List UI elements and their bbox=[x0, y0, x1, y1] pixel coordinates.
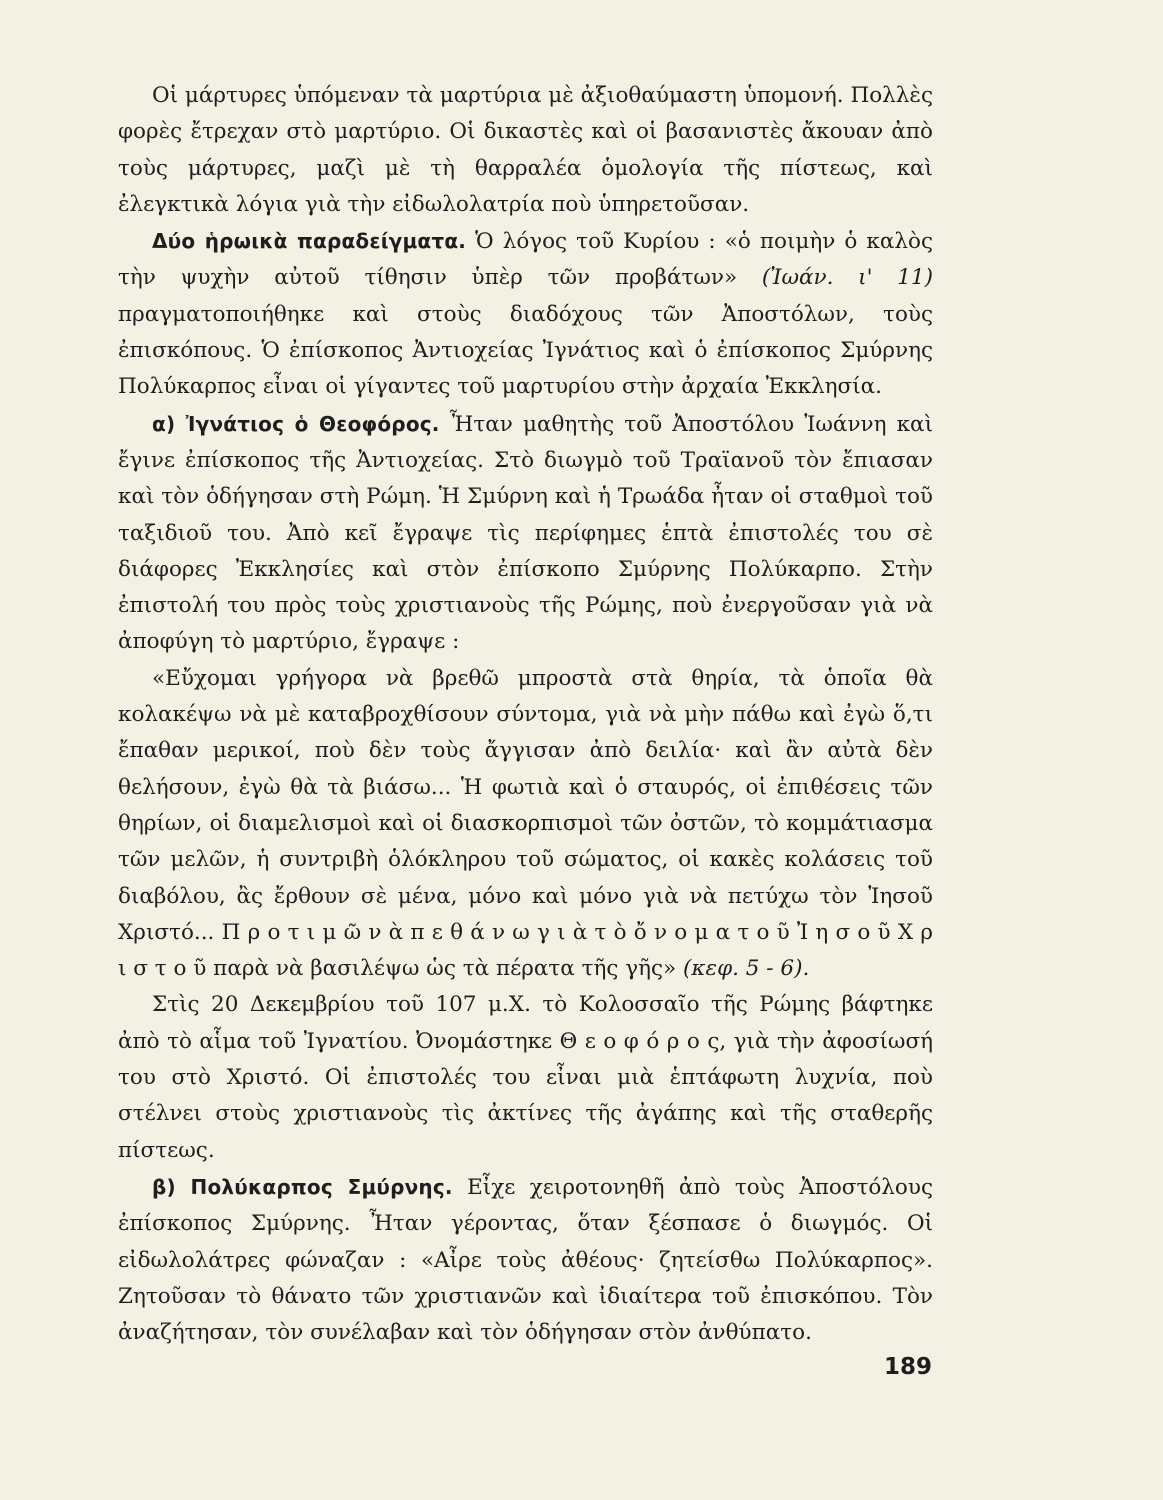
section-heading-heroic-examples: Δύο ἡρωικὰ παραδείγματα. bbox=[152, 229, 467, 254]
paragraph-ignatius-martyrdom bbox=[118, 987, 933, 1168]
paragraph-polycarp bbox=[118, 1169, 933, 1351]
page-number: 189 bbox=[884, 1354, 933, 1380]
page-body bbox=[118, 78, 933, 1351]
section-heading-polycarp: β) Πολύκαρπος Σμύρνης. bbox=[152, 1174, 453, 1199]
paragraph-heroic-examples-text-a: Ὁ λόγος τοῦ Κυρίου : «ὁ ποιμὴν ὁ καλὸς τὴν ψυχὴν αὐτοῦ τίθησιν ὑπὲρ τῶν προβάτων» bbox=[118, 229, 933, 291]
quote-text: «Εὔχομαι γρήγορα νὰ βρεθῶ μπροστὰ στὰ θηρία, τὰ ὁποῖα θὰ κολακέψω νὰ μὲ καταβροχθίσουν σύντομα, γιὰ νὰ μὴν πάθω καὶ ἐγὼ ὅ,τι ἔπαθαν μερικοί, ποὺ δὲν τοὺς ἄγγισαν ἀπὸ δειλία· καὶ ἂν αὐτὰ δὲν θελήσουν, ἐγὼ θὰ τὰ βιάσω... Ἡ φωτιὰ καὶ ὁ σταυρός, οἱ ἐπιθέσεις τῶν θηρίων, οἱ διαμελισμοὶ καὶ οἱ διασκορπισμοὶ τῶν ὀστῶν, τὸ κομμάτιασμα τῶν μελῶν, ἡ συντριβὴ ὁλόκληρου τοῦ σώματος, οἱ κακὲς κολάσεις τοῦ διαβόλου, ἂς ἔρθουν σὲ μένα, μόνο καὶ μόνο γιὰ νὰ πετύχω τὸν Ἰησοῦ Χριστό... Π ρ ο τ ι μ ῶ ν ὰ π ε θ ά ν ω γ ι ὰ τ ὸ ὄ ν ο μ α τ ο ῦ Ἰ η σ ο ῦ Χ ρ ι σ τ ο ῦ παρὰ νὰ βασιλέψω ὡς τὰ πέρατα τῆς γῆς» bbox=[118, 665, 933, 982]
paragraph-ignatius-quote bbox=[118, 661, 933, 988]
paragraph-heroic-examples bbox=[118, 223, 933, 405]
paragraph-heroic-examples-text-b: πραγματοποιήθηκε καὶ στοὺς διαδόχους τῶν Ἀποστόλων, τοὺς ἐπισκόπους. Ὁ ἐπίσκοπος Ἀντιοχείας Ἰγνάτιος καὶ ὁ ἐπίσκοπος Σμύρνης Πολύκαρπος εἶναι οἱ γίγαντες τοῦ μαρτυρίου στὴν ἀρχαία Ἐκκλησία. bbox=[118, 301, 933, 400]
paragraph-martyrs-text: Οἱ μάρτυρες ὑπόμεναν τὰ μαρτύρια μὲ ἀξιοθαύμαστη ὑπομονή. Πολλὲς φορὲς ἔτρεχαν στὸ μαρτύριο. Οἱ δικαστὲς καὶ οἱ βασανιστὲς ἄκουαν ἀπὸ τοὺς μάρτυρες, μαζὶ μὲ τὴ θαρραλέα ὁμολογία τῆς πίστεως, καὶ ἐλεγκτικὰ λόγια γιὰ τὴν εἰδωλολατρία ποὺ ὑπηρετοῦσαν. bbox=[118, 83, 933, 217]
scripture-reference-john: (Ἰωάν. ι' 11) bbox=[761, 265, 933, 291]
section-heading-ignatius: α) Ἰγνάτιος ὁ Θεοφόρος. bbox=[152, 411, 440, 436]
quote-reference: (κεφ. 5 - 6). bbox=[683, 956, 810, 982]
paragraph-ignatius bbox=[118, 406, 933, 661]
paragraph-ignatius-text: Ἦταν μαθητὴς τοῦ Ἀποστόλου Ἰωάννη καὶ ἔγινε ἐπίσκοπος τῆς Ἀντιοχείας. Στὸ διωγμὸ τοῦ Τραϊανοῦ τὸν ἔπιασαν καὶ τὸν ὁδήγησαν στὴ Ρώμη. Ἡ Σμύρνη καὶ ἡ Τρωάδα ἦταν οἱ σταθμοὶ τοῦ ταξιδιοῦ του. Ἀπὸ κεῖ ἔγραψε τὶς περίφημες ἑπτὰ ἐπιστολές του σὲ διάφορες Ἐκκλησίες καὶ στὸν ἐπίσκοπο Σμύρνης Πολύκαρπο. Στὴν ἐπιστολή του πρὸς τοὺς χριστιανοὺς τῆς Ρώμης, ποὺ ἐνεργοῦσαν γιὰ νὰ ἀποφύγη τὸ μαρτύριο, ἔγραψε : bbox=[118, 411, 933, 655]
paragraph-polycarp-text: Εἶχε χειροτονηθῆ ἀπὸ τοὺς Ἀποστόλους ἐπίσκοπος Σμύρνης. Ἦταν γέροντας, ὅταν ξέσπασε ὁ διωγμός. Οἱ εἰδωλολάτρες φώναζαν : «Αἶρε τοὺς ἀθέους· ζητείσθω Πολύκαρπος». Ζητοῦσαν τὸ θάνατο τῶν χριστιανῶν καὶ ἰδιαίτερα τοῦ ἐπισκόπου. Τὸν ἀναζήτησαν, τὸν συνέλαβαν καὶ τὸν ὁδήγησαν στὸν ἀνθύπατο. bbox=[118, 1174, 933, 1346]
paragraph-martyrs bbox=[118, 78, 933, 223]
paragraph-ignatius-martyrdom-text: Στὶς 20 Δεκεμβρίου τοῦ 107 μ.Χ. τὸ Κολοσσαῖο τῆς Ρώμης βάφτηκε ἀπὸ τὸ αἷμα τοῦ Ἰγνατίου. Ὀνομάστηκε Θ ε ο φ ό ρ ο ς, γιὰ τὴν ἀφοσίωσή του στὸ Χριστό. Οἱ ἐπιστολές του εἶναι μιὰ ἑπτάφωτη λυχνία, ποὺ στέλνει στοὺς χριστιανοὺς τὶς ἀκτίνες τῆς ἀγάπης καὶ τῆς σταθερῆς πίστεως. bbox=[118, 992, 933, 1163]
